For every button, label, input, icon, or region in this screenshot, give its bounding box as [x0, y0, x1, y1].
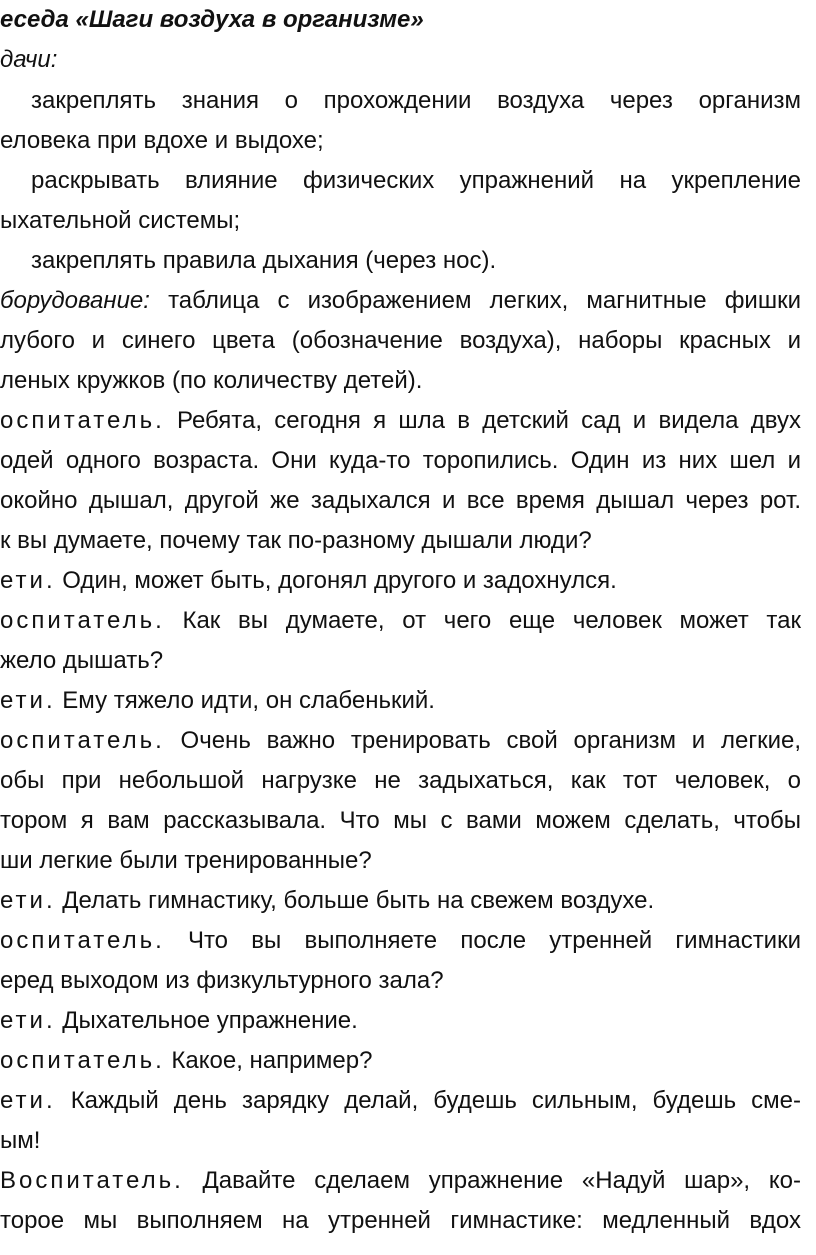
dialogue-text: Ему тяжело идти, он слабенький.	[55, 687, 435, 714]
speaker-label: ети.	[0, 567, 56, 594]
speaker-label: оспитатель.	[0, 727, 165, 754]
speaker-label: оспитатель.	[0, 407, 165, 434]
dialogue-line: торое мы выполняем на утренней гимнастике: медленный вдох	[0, 1207, 801, 1234]
tasks-label: дачи:	[0, 46, 58, 73]
dialogue-text: Ребята, сегодня я шла в детский сад и видела двух	[164, 407, 801, 434]
task-line: ыхательной системы;	[0, 207, 241, 234]
dialogue-line	[0, 685, 435, 717]
dialogue-text: Как вы думаете, от чего еще человек может так	[164, 607, 801, 634]
dialogue-line	[0, 1165, 801, 1197]
dialogue-line: ым!	[0, 1127, 41, 1154]
equipment-line	[0, 285, 801, 317]
dialogue-line: обы при небольшой нагрузке не задыхаться, как тот человек, о	[0, 767, 801, 794]
speaker-label: ети.	[0, 687, 56, 714]
dialogue-text: Давайте сделаем упражнение «Надуй шар», ко-	[183, 1167, 801, 1194]
dialogue-line	[0, 725, 801, 757]
page-title: еседа «Шаги воздуха в организме»	[0, 6, 424, 33]
dialogue-text: Делать гимнастику, больше быть на свежем воздухе.	[55, 887, 655, 914]
dialogue-line: тором я вам рассказывала. Что мы с вами можем сделать, чтобы	[0, 807, 801, 834]
speaker-label: оспитатель.	[0, 607, 165, 634]
dialogue-line	[0, 885, 654, 917]
dialogue-line: жело дышать?	[0, 647, 164, 674]
dialogue-line	[0, 605, 801, 637]
dialogue-line: к вы думаете, почему так по-разному дышали люди?	[0, 527, 592, 554]
dialogue-line: ши легкие были тренированные?	[0, 847, 372, 874]
dialogue-text: Один, может быть, догонял другого и задохнулся.	[55, 567, 617, 594]
dialogue-line: одей одного возраста. Они куда-то торопились. Один из них шел и	[0, 447, 801, 474]
task-line: еловека при вдохе и выдохе;	[0, 127, 324, 154]
task-line: раскрывать влияние физических упражнений на укрепление	[31, 167, 801, 194]
task-line: закреплять знания о прохождении воздуха через организм	[31, 87, 801, 114]
dialogue-text: Дыхательное упражнение.	[55, 1007, 358, 1034]
dialogue-line	[0, 1005, 358, 1037]
dialogue-text: Что вы выполняете после утренней гимнастики	[164, 927, 801, 954]
equipment-line: лубого и синего цвета (обозначение воздуха), наборы красных и	[0, 327, 801, 354]
dialogue-line	[0, 1045, 372, 1077]
equipment-text: таблица с изображением легких, магнитные фишки	[149, 287, 801, 314]
dialogue-text: Каждый день зарядку делай, будешь сильным, будешь сме-	[55, 1087, 801, 1114]
dialogue-line	[0, 565, 617, 597]
dialogue-text: Какое, например?	[164, 1047, 373, 1074]
dialogue-line: окойно дышал, другой же задыхался и все время дышал через рот.	[0, 487, 801, 514]
dialogue-line: еред выходом из физкультурного зала?	[0, 967, 444, 994]
speaker-label: оспитатель.	[0, 927, 165, 954]
task-line: закреплять правила дыхания (через нос).	[31, 247, 497, 274]
speaker-label: ети.	[0, 887, 56, 914]
equipment-line: леных кружков (по количеству детей).	[0, 367, 423, 394]
speaker-label: ети.	[0, 1007, 56, 1034]
dialogue-line	[0, 1085, 801, 1117]
equipment-label: борудование:	[0, 287, 150, 314]
dialogue-line	[0, 925, 801, 957]
speaker-label: оспитатель.	[0, 1047, 165, 1074]
speaker-label: Воспитатель.	[0, 1167, 184, 1194]
dialogue-text: Очень важно тренировать свой организм и легкие,	[164, 727, 801, 754]
speaker-label: ети.	[0, 1087, 56, 1114]
dialogue-line	[0, 405, 801, 437]
